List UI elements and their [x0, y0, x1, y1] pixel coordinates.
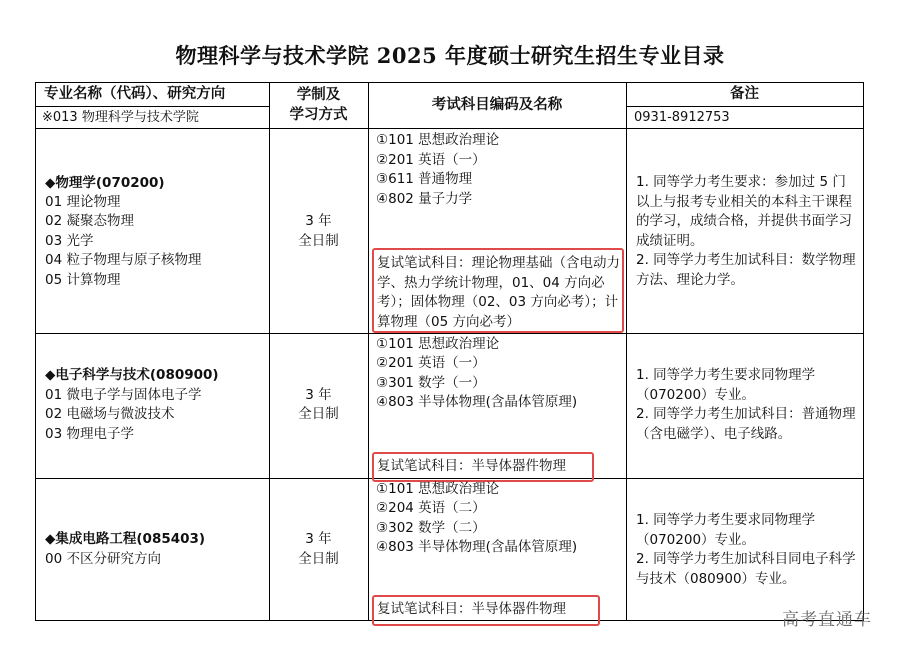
header-phone: 0931-8912753 [634, 110, 730, 125]
header-duration-line2: 学习方式 [289, 107, 348, 123]
row-divider [36, 333, 863, 334]
header-col-program: 专业名称（代码）、研究方向 [44, 86, 226, 102]
exam-subject: ③611 普通物理 [376, 171, 473, 187]
header-exam-subjects: 考试科目编码及名称 [431, 97, 563, 113]
retest-subjects: 复试笔试科目：半导体器件物理 [377, 601, 566, 617]
col-divider [368, 83, 369, 620]
study-mode: 全日制 [298, 233, 339, 249]
research-direction: 04 粒子物理与原子核物理 [45, 252, 202, 268]
exam-subject: ②204 英语（二） [376, 500, 486, 516]
note: 2. 同等学力考生加试科目：数学物理方法、理论力学。 [636, 252, 856, 288]
note: 1. 同等学力考生要求同物理学（070200）专业。 [636, 512, 816, 548]
exam-subject: ④802 量子力学 [376, 191, 473, 207]
header-school: ※013 物理科学与技术学院 [42, 110, 199, 125]
duration: 3 年 [305, 213, 332, 229]
exam-subject: ①101 思想政治理论 [376, 132, 500, 148]
program-name: ◆电子科学与技术(080900) [45, 367, 219, 383]
header-notes: 备注 [730, 86, 759, 102]
exam-subject: ③302 数学（二） [376, 520, 486, 536]
header-duration-line1: 学制及 [296, 87, 341, 103]
research-direction: 03 光学 [45, 233, 94, 249]
watermark-text: 高考直通车 [782, 610, 872, 630]
research-direction: 01 理论物理 [45, 194, 121, 210]
program-name: ◆物理学(070200) [45, 175, 165, 191]
research-direction: 05 计算物理 [45, 272, 121, 288]
retest-subjects: 复试笔试科目：理论物理基础（含电动力学、热力学统计物理，01、04 方向必考）；固体物理（02、03 方向必考）；计算物理（05 方向必考） [377, 255, 620, 330]
exam-subject: ①101 思想政治理论 [376, 336, 500, 352]
note: 2. 同等学力考生加试科目：普通物理（含电磁学）、电子线路。 [636, 406, 856, 442]
program-name: ◆集成电路工程(085403) [45, 531, 206, 547]
header-subline [626, 106, 863, 107]
study-mode: 全日制 [298, 406, 339, 422]
exam-subject: ④803 半导体物理(含晶体管原理) [376, 539, 578, 555]
exam-subject: ②201 英语（一） [376, 355, 486, 371]
research-direction: 02 凝聚态物理 [45, 213, 134, 229]
catalog-table [35, 82, 864, 621]
exam-subject: ④803 半导体物理(含晶体管原理) [376, 394, 578, 410]
note: 1. 同等学力考生要求同物理学（070200）专业。 [636, 367, 816, 403]
research-direction: 02 电磁场与微波技术 [45, 406, 175, 422]
header-subline [36, 106, 269, 107]
research-direction: 03 物理电子学 [45, 426, 134, 442]
research-direction: 00 不区分研究方向 [45, 551, 161, 567]
study-mode: 全日制 [298, 551, 339, 567]
exam-subject: ③301 数学（一） [376, 375, 486, 391]
exam-subject: ①101 思想政治理论 [376, 481, 500, 497]
research-direction: 01 微电子学与固体电子学 [45, 387, 202, 403]
retest-subjects: 复试笔试科目：半导体器件物理 [377, 458, 566, 474]
duration: 3 年 [305, 531, 332, 547]
note: 2. 同等学力考生加试科目同电子科学与技术（080900）专业。 [636, 551, 856, 587]
note: 1. 同等学力考生要求：参加过 5 门以上与报考专业相关的本科主干课程的学习，成绩合格，并提供书面学习成绩证明。 [636, 174, 852, 249]
col-divider [626, 83, 627, 620]
exam-subject: ②201 英语（一） [376, 152, 486, 168]
row-divider [36, 128, 863, 129]
page-title: 物理科学与技术学院 2025 年度硕士研究生招生专业目录 [175, 43, 725, 68]
duration: 3 年 [305, 387, 332, 403]
